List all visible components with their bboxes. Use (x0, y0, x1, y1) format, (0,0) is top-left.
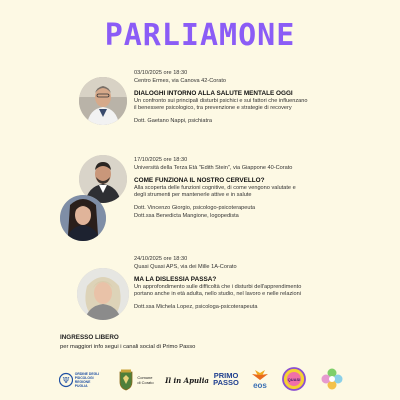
sun-icon (251, 369, 269, 381)
event-2-title: COME FUNZIONA IL NOSTRO CERVELLO? (134, 177, 265, 185)
ordine-text-1: ORDINE DEGLI (74, 372, 100, 376)
event-2 (134, 157, 396, 220)
event-2-venue: Università della Terza Età "Edith Stein", via Giappone 40-Corato (134, 164, 293, 171)
eos-text: eos (253, 380, 267, 390)
ordine-psicologi-logo (54, 368, 104, 392)
speaker-photo-mangione (60, 195, 106, 241)
eos-logo (248, 364, 272, 394)
coat-of-arms-icon (118, 369, 134, 391)
il-in-apulia-logo (164, 370, 210, 390)
event-1-desc-line1: Un confronto sui principali disturbi psichici e sui fattori che influenzano (134, 97, 308, 104)
comune-corato-logo (110, 366, 162, 394)
event-1 (134, 70, 396, 126)
flower-icon (320, 367, 344, 391)
event-1-title: DIALOGHI INTORNO ALLA SALUTE MENTALE OGGI (134, 90, 293, 98)
flower-logo (318, 365, 346, 393)
quasi-text: QUASI (287, 376, 301, 382)
quasi-quasi-logo (280, 365, 308, 393)
event-2-desc-line2: degli strumenti per mantenerle attive e in salute (134, 192, 252, 199)
primo-passo-text: PRIMO PASSO (213, 370, 239, 387)
event-1-desc-line2: il benessere psicologico, tra prevenzione e strategie di recovery (134, 105, 292, 112)
primo-passo-logo (212, 364, 240, 394)
event-2-speaker-2: Dott.ssa Benedicta Mangione, logopedista (134, 212, 239, 219)
event-1-date: 03/10/2025 ore 18:30 (134, 70, 188, 76)
event-2-desc-line1: Alla scoperta delle funzioni cognitive, di come vengono valutate e (134, 184, 296, 191)
event-3-date: 24/10/2025 ore 18:30 (134, 256, 188, 262)
ordine-text-2: PSICOLOGI (74, 376, 94, 380)
event-3-desc-line2: portano anche in età adulta, nello studio, nel lavoro e nelle relazioni (134, 291, 301, 298)
sponsor-logos (0, 362, 400, 396)
poster-title: PARLIAMONE (104, 18, 296, 53)
event-3 (134, 256, 396, 312)
svg-text:Ψ: Ψ (62, 376, 70, 385)
event-3-desc-line1: Un approfondimento sulle difficoltà che i disturbi dell'apprendimento (134, 283, 302, 290)
event-3-title: MA LA DISLESSIA PASSA? (134, 276, 217, 284)
ordine-text-3: REGIONE (74, 380, 91, 384)
event-3-venue: Quasi Quasi APS, via dei Mille 1A-Corato (134, 263, 237, 270)
footer-info (60, 334, 195, 351)
free-entry-label: INGRESSO LIBERO (60, 334, 119, 341)
event-2-date: 17/10/2025 ore 18:30 (134, 157, 188, 163)
psi-icon (59, 371, 73, 389)
speaker-photo-lopez (77, 268, 129, 320)
ordine-text-4: PUGLIA (74, 384, 88, 388)
social-info-text: per maggiori info segui i canali social di Primo Passo (60, 343, 196, 350)
event-3-speaker: Dott.ssa Michela Lopez, psicologa-psicoterapeuta (134, 303, 258, 310)
comune-text: Comune (137, 375, 153, 380)
event-1-venue: Centro Ermes, via Canova 42-Corato (134, 77, 227, 84)
il-in-apulia-text: Il in Apulia (165, 375, 209, 385)
speaker-photo-nappi (79, 77, 127, 125)
corato-text: di Corato (137, 380, 154, 385)
event-2-speaker-1: Dott. Vincenzo Giorgio, psicologo-psicoterapeuta (134, 204, 256, 211)
event-1-speaker: Dott. Gaetano Nappi, psichiatra (134, 117, 213, 124)
